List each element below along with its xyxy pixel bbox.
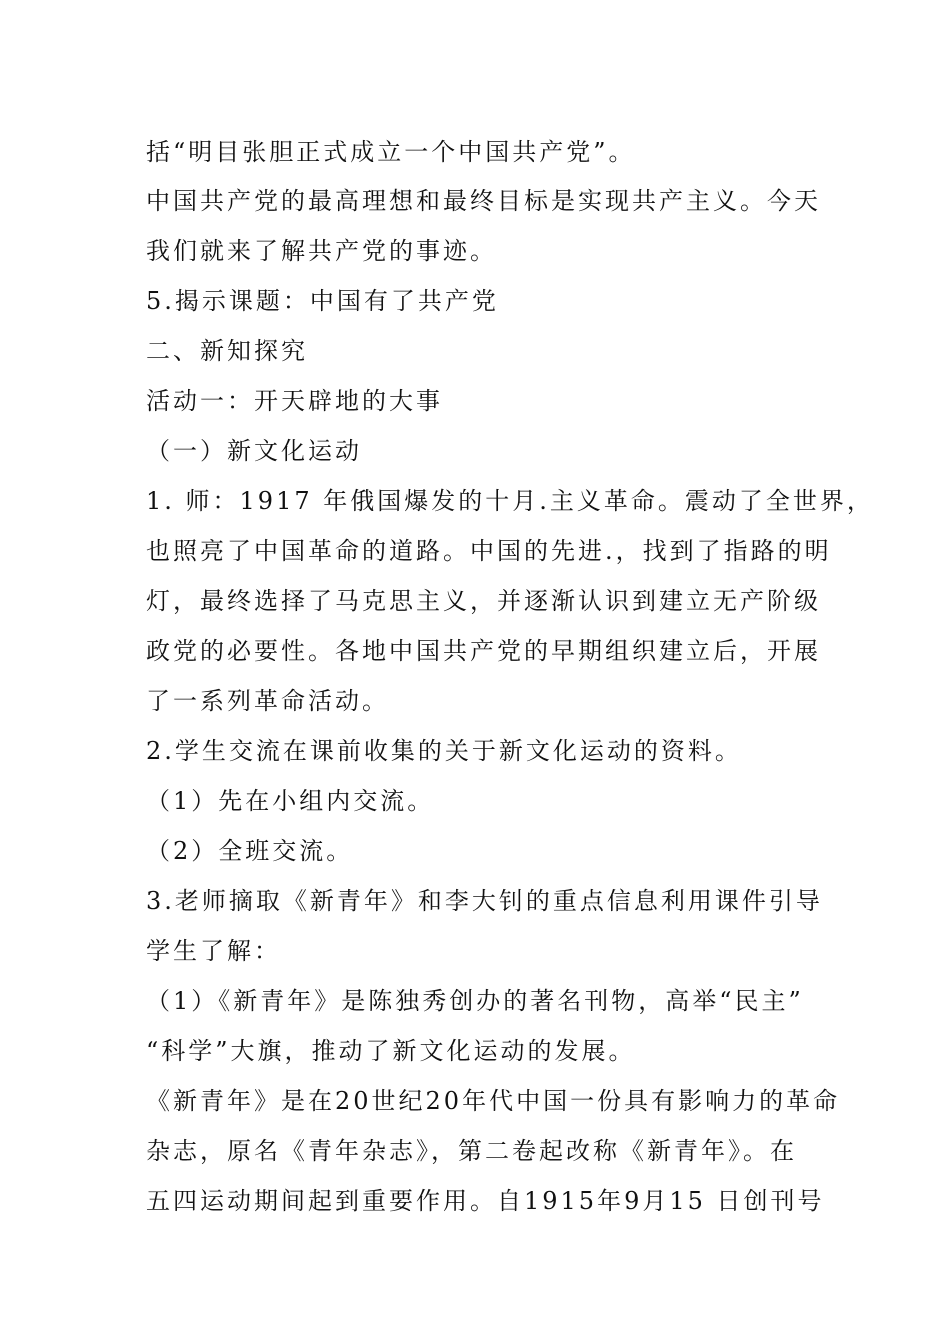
text-line: 五四运动期间起到重要作用。自1915年9月15 日创刊号 bbox=[146, 1187, 825, 1215]
text-line: 我们就来了解共产党的事迹。 bbox=[146, 237, 497, 265]
text-line: 政党的必要性。各地中国共产党的早期组织建立后，开展 bbox=[146, 637, 821, 665]
text-line: “科学”大旗，推动了新文化运动的发展。 bbox=[146, 1037, 636, 1065]
text-line: 2.学生交流在课前收集的关于新文化运动的资料。 bbox=[146, 737, 742, 765]
text-line: 了一系列革命活动。 bbox=[146, 687, 389, 715]
text-line: （1）先在小组内交流。 bbox=[146, 787, 435, 815]
section-heading: 二、新知探究 bbox=[146, 337, 308, 365]
text-line: 1. 师：1917 年俄国爆发的十月.主义革命。震动了全世界， bbox=[146, 487, 874, 515]
text-line: 3.老师摘取《新青年》和李大钊的重点信息利用课件引导 bbox=[146, 887, 823, 915]
text-line: 也照亮了中国革命的道路。中国的先进.，找到了指路的明 bbox=[146, 537, 832, 565]
text-line: （1）《新青年》是陈独秀创办的著名刊物，高举“民主” bbox=[146, 987, 804, 1015]
activity-heading: 活动一：开天辟地的大事 bbox=[146, 387, 443, 415]
text-line: 中国共产党的最高理想和最终目标是实现共产主义。今天 bbox=[146, 187, 821, 215]
text-line: 括“明目张胆正式成立一个中国共产党”。 bbox=[146, 138, 636, 166]
text-line: （2）全班交流。 bbox=[146, 837, 354, 865]
text-line: 杂志，原名《青年杂志》，第二卷起改称《新青年》。在 bbox=[146, 1137, 797, 1165]
text-line: 学生了解： bbox=[146, 937, 281, 965]
text-line: 灯，最终选择了马克思主义，并逐渐认识到建立无产阶级 bbox=[146, 587, 821, 615]
text-line: 《新青年》是在20世纪20年代中国一份具有影响力的革命 bbox=[146, 1087, 841, 1115]
subsection-heading: （一）新文化运动 bbox=[146, 437, 362, 465]
section-heading: 5.揭示课题：中国有了共产党 bbox=[146, 287, 499, 315]
